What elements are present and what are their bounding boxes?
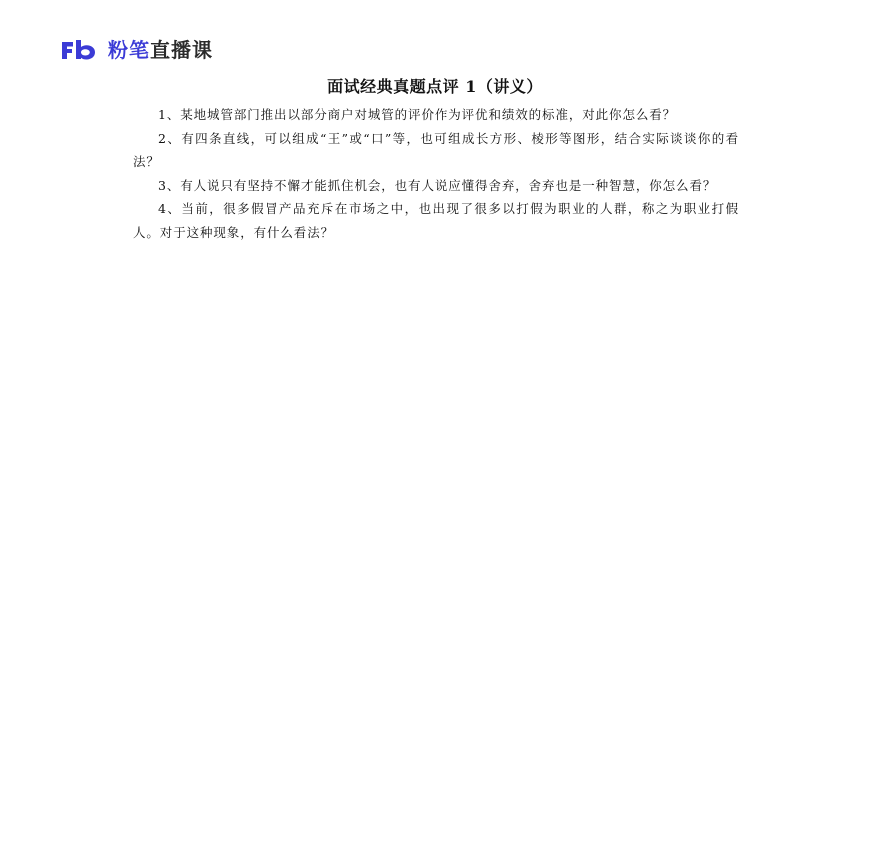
question-4: 4、当前，很多假冒产品充斥在市场之中，也出现了很多以打假为职业的人群，称之为职业打假人。对于这种现象，有什么看法？ — [133, 201, 739, 240]
logo-brand: 粉笔 — [108, 38, 150, 62]
fenbi-logo — [60, 36, 213, 64]
logo-text — [108, 36, 213, 64]
document-title: 面试经典真题点评 1（讲义） — [327, 77, 543, 96]
fb-logo-icon — [60, 39, 98, 61]
logo-sub: 直播课 — [150, 38, 213, 62]
question-2: 2、有四条直线，可以组成“王”或“口”等，也可组成长方形、棱形等图形，结合实际谈谈你的看法？ — [133, 130, 739, 169]
question-1: 1、某地城管部门推出以部分商户对城管的评价作为评优和绩效的标准，对此你怎么看？ — [158, 107, 677, 122]
question-3: 3、有人说只有坚持不懈才能抓住机会，也有人说应懂得舍弃，舍弃也是一种智慧，你怎么看？ — [158, 177, 717, 193]
question-list — [133, 103, 739, 244]
